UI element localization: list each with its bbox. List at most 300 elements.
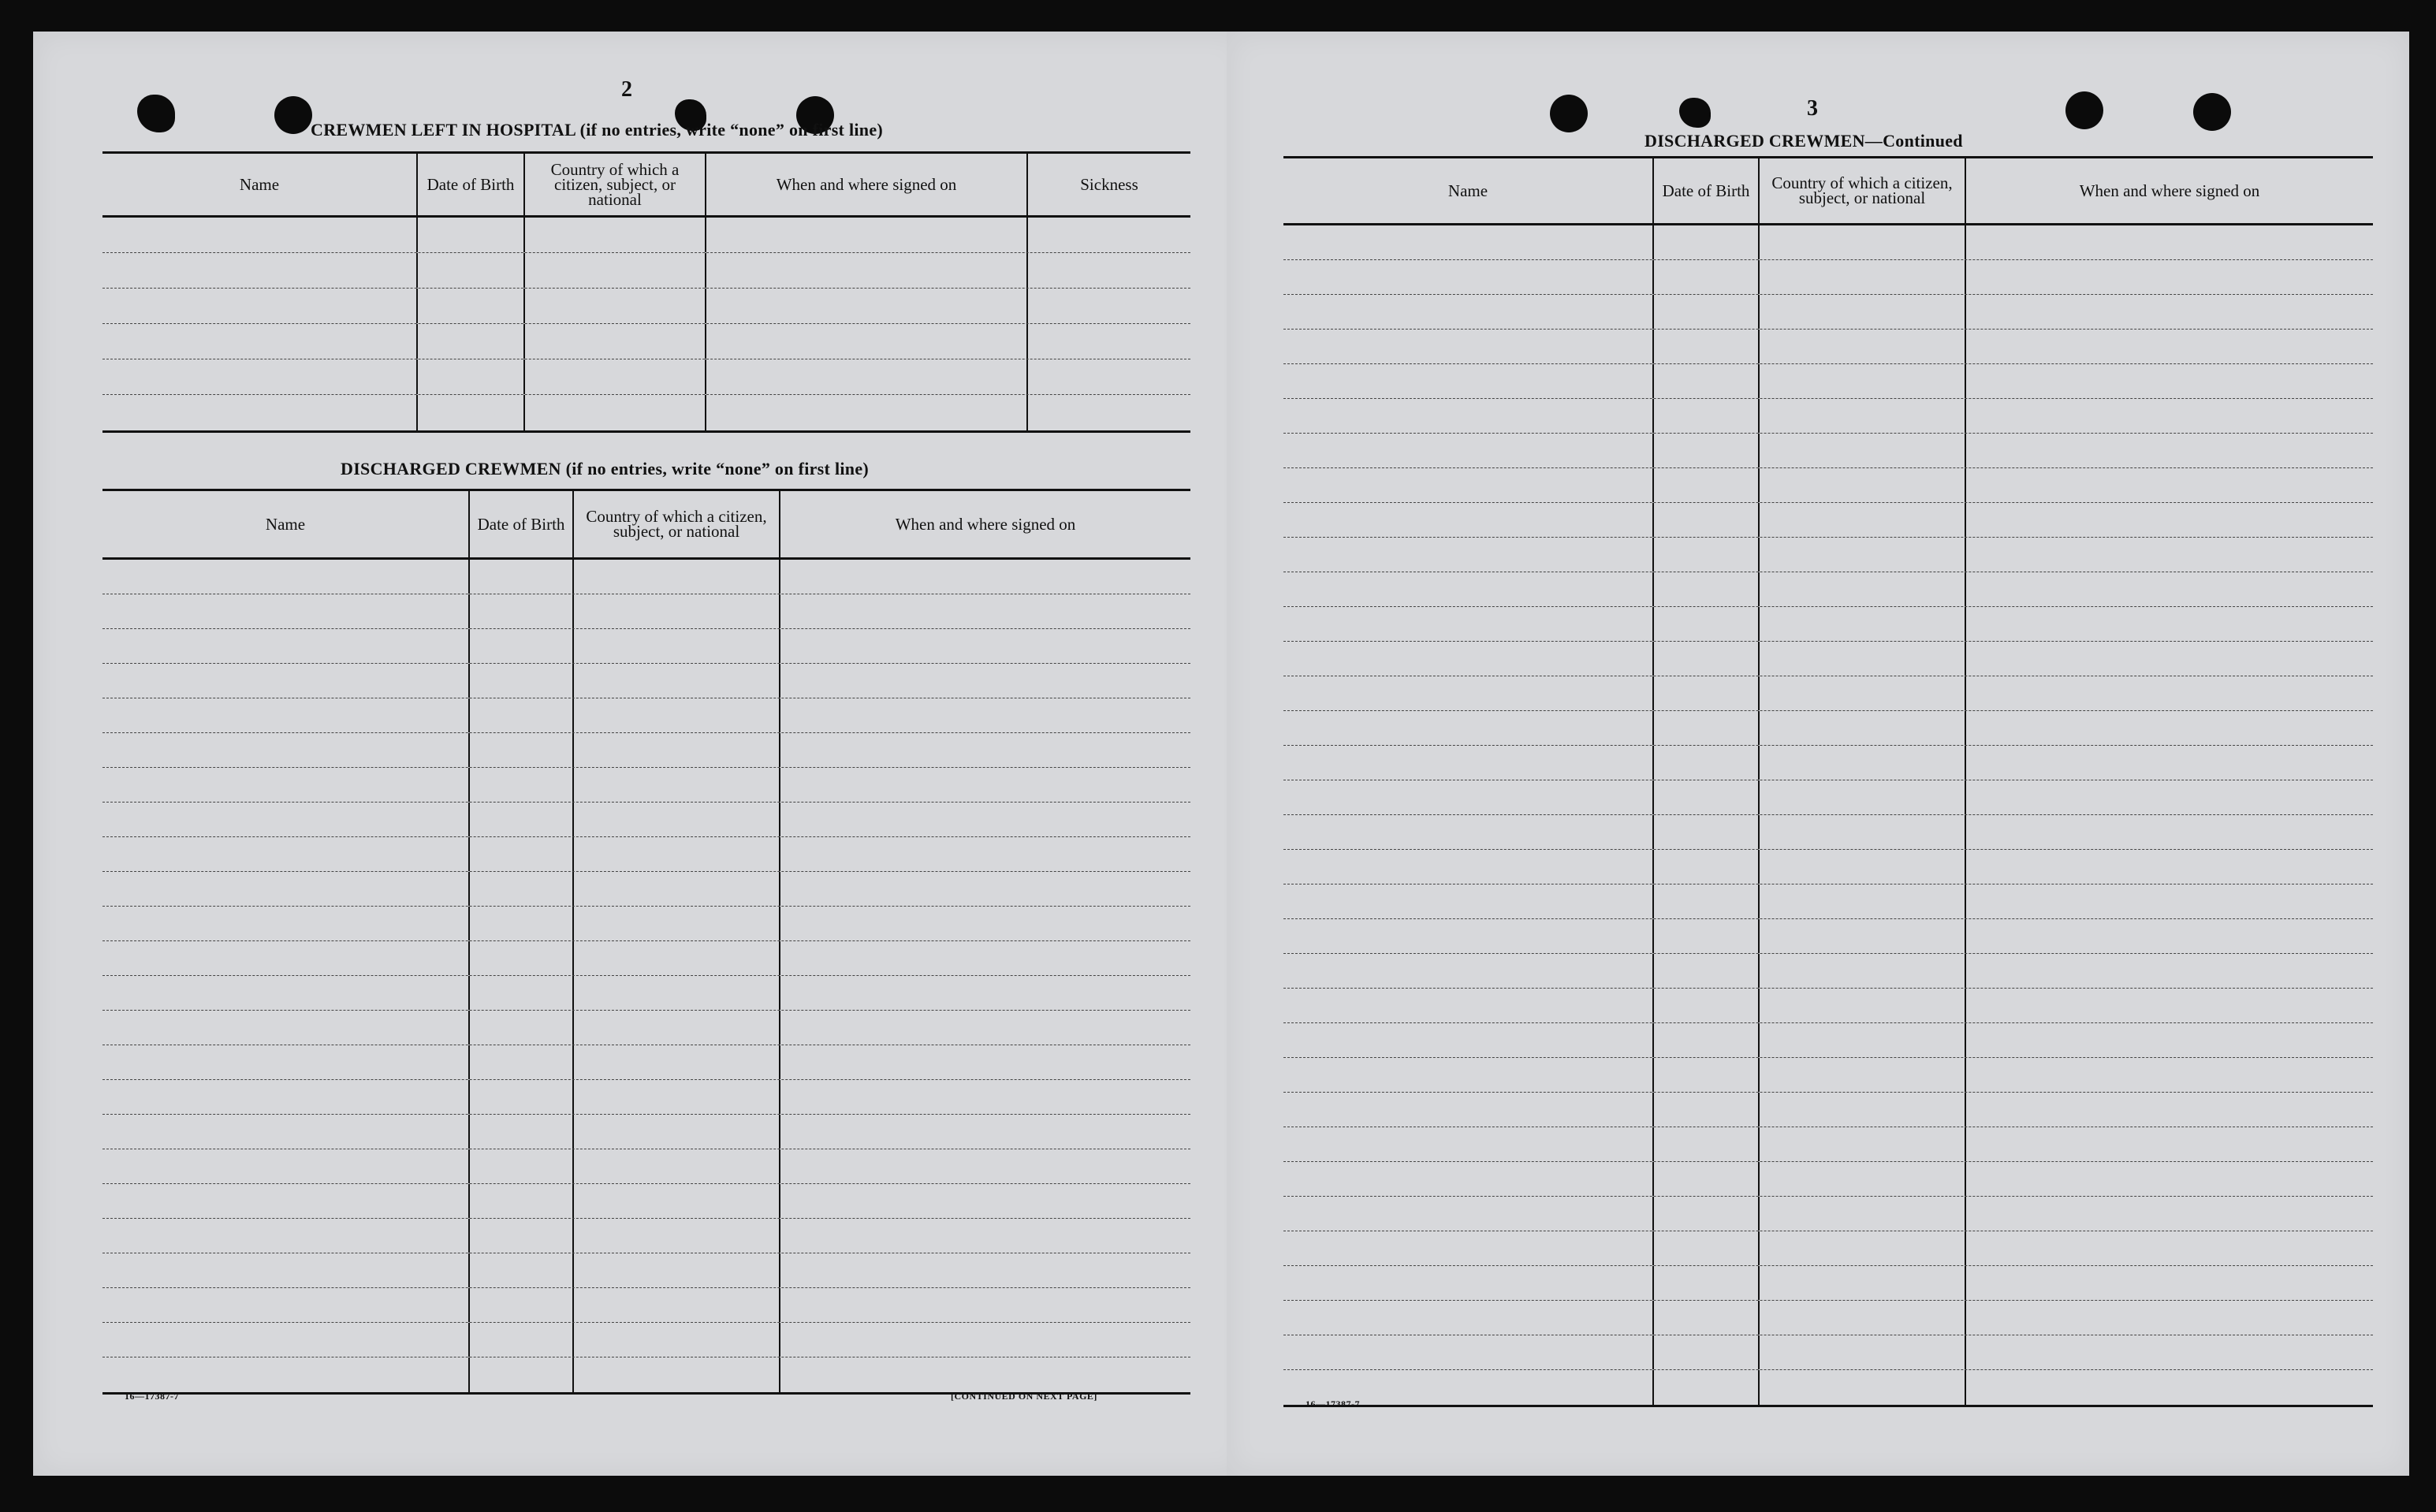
column-header-sickness: Sickness	[1080, 174, 1138, 194]
table-cell	[470, 1184, 574, 1218]
table-cell	[780, 733, 1190, 767]
table-cell	[1966, 538, 2373, 572]
table-cell	[1654, 295, 1760, 329]
table-cell	[470, 1011, 574, 1045]
punch-hole	[137, 95, 175, 132]
table-cell	[102, 976, 470, 1010]
table-cell	[1654, 1301, 1760, 1335]
table-row	[102, 1149, 1190, 1184]
table-cell	[706, 395, 1028, 430]
column-header-signed-on: When and where signed on	[895, 514, 1076, 534]
table-row	[102, 664, 1190, 698]
table-cell	[1028, 359, 1190, 394]
table-cell	[780, 1184, 1190, 1218]
table-cell	[1760, 1231, 1966, 1265]
table-cell	[470, 560, 574, 594]
table-cell	[1283, 1197, 1654, 1231]
table-cell	[1654, 815, 1760, 849]
table-cell	[102, 218, 418, 252]
column-header-date-of-birth: Date of Birth	[418, 154, 525, 215]
table-row	[102, 1253, 1190, 1288]
table-cell	[1966, 1127, 2373, 1161]
table-cell	[574, 1184, 780, 1218]
table-cell	[780, 629, 1190, 663]
table-cell	[1654, 1058, 1760, 1092]
table-cell	[1966, 607, 2373, 641]
table-cell	[574, 837, 780, 871]
table-cell	[1966, 850, 2373, 884]
column-header-signed-on: When and where signed on	[2079, 181, 2260, 200]
table-cell	[1283, 746, 1654, 780]
table-cell	[102, 907, 470, 940]
table-cell	[470, 837, 574, 871]
table-cell	[780, 1080, 1190, 1114]
table-cell	[470, 803, 574, 836]
table-cell	[470, 1149, 574, 1183]
table-row	[1283, 1197, 2373, 1231]
table-row	[102, 733, 1190, 768]
table-cell	[102, 560, 470, 594]
table-cell	[1966, 1058, 2373, 1092]
table-row	[1283, 1127, 2373, 1162]
punch-hole	[1550, 95, 1588, 132]
table-cell	[470, 976, 574, 1010]
table-cell	[418, 324, 525, 359]
table-cell	[470, 768, 574, 802]
right-page	[1227, 32, 2409, 1476]
table-row	[102, 629, 1190, 664]
table-cell	[1760, 676, 1966, 710]
table-cell	[780, 664, 1190, 698]
table-row	[1283, 711, 2373, 746]
table-cell	[1966, 572, 2373, 606]
table-cell	[574, 629, 780, 663]
table-cell	[470, 594, 574, 628]
table-row	[1283, 884, 2373, 919]
table-cell	[574, 907, 780, 940]
table-cell	[1283, 1301, 1654, 1335]
table-cell	[1283, 884, 1654, 918]
table-cell	[1283, 815, 1654, 849]
table-cell	[780, 803, 1190, 836]
table-cell	[102, 803, 470, 836]
table-cell	[1654, 711, 1760, 745]
table-cell	[1283, 642, 1654, 676]
table-cell	[1760, 330, 1966, 363]
table-cell	[525, 395, 706, 430]
table-cell	[1966, 1093, 2373, 1127]
table-row	[102, 1288, 1190, 1323]
table-cell	[1966, 989, 2373, 1022]
table-cell	[574, 803, 780, 836]
table-cell	[1283, 1231, 1654, 1265]
table-row	[1283, 815, 2373, 850]
table-cell	[1760, 919, 1966, 953]
table-cell	[574, 941, 780, 975]
table-row	[102, 253, 1190, 289]
table-cell	[1760, 815, 1966, 849]
form-number: 16—17387-7	[1306, 1398, 1360, 1410]
table-row	[1283, 1231, 2373, 1266]
table-cell	[1966, 1023, 2373, 1057]
table-row	[1283, 295, 2373, 330]
table-cell	[1028, 395, 1190, 430]
table-cell	[1283, 364, 1654, 398]
table-cell	[1966, 919, 2373, 953]
table-row	[1283, 607, 2373, 642]
table-cell	[780, 1115, 1190, 1149]
table-cell	[1760, 607, 1966, 641]
table-cell	[418, 253, 525, 288]
table-row	[1283, 538, 2373, 572]
table-cell	[780, 1323, 1190, 1357]
table-cell	[1283, 989, 1654, 1022]
table-row	[102, 1115, 1190, 1149]
table-cell	[1654, 1093, 1760, 1127]
table-cell	[1760, 1197, 1966, 1231]
table-cell	[1654, 260, 1760, 294]
table-cell	[102, 1115, 470, 1149]
table-cell	[1966, 1266, 2373, 1300]
table-cell	[780, 837, 1190, 871]
table-cell	[102, 1080, 470, 1114]
table-row	[1283, 642, 2373, 676]
discharged-table	[102, 489, 1190, 1395]
table-cell	[1654, 676, 1760, 710]
table-cell	[1654, 954, 1760, 988]
table-cell	[1283, 572, 1654, 606]
table-cell	[780, 872, 1190, 906]
table-row	[1283, 468, 2373, 503]
table-cell	[574, 1323, 780, 1357]
table-cell	[1760, 434, 1966, 467]
table-cell	[102, 1253, 470, 1287]
table-cell	[1654, 1023, 1760, 1057]
table-row	[1283, 989, 2373, 1023]
discharged-table-body	[102, 560, 1190, 1392]
table-cell	[1760, 1127, 1966, 1161]
table-cell	[1760, 503, 1966, 537]
table-cell	[1654, 746, 1760, 780]
table-cell	[470, 941, 574, 975]
discharged-table-header	[102, 491, 1190, 560]
table-row	[1283, 676, 2373, 711]
table-cell	[470, 1045, 574, 1079]
table-cell	[470, 1323, 574, 1357]
table-cell	[1283, 919, 1654, 953]
form-number: 16—17387-7	[125, 1391, 179, 1402]
table-row	[102, 289, 1190, 324]
table-cell	[1760, 364, 1966, 398]
table-cell	[1760, 1162, 1966, 1196]
table-cell	[574, 1115, 780, 1149]
table-cell	[1654, 1162, 1760, 1196]
table-row	[102, 872, 1190, 907]
table-cell	[574, 872, 780, 906]
table-row	[1283, 399, 2373, 434]
table-cell	[1283, 330, 1654, 363]
table-row	[102, 698, 1190, 733]
table-cell	[1760, 746, 1966, 780]
table-cell	[1283, 850, 1654, 884]
table-cell	[780, 698, 1190, 732]
table-cell	[1966, 711, 2373, 745]
table-cell	[1966, 1370, 2373, 1405]
table-row	[1283, 260, 2373, 295]
discharged-continued-table	[1283, 156, 2373, 1407]
column-header-country: Country of which a citizen, subject, or national	[1760, 158, 1966, 223]
table-cell	[1966, 399, 2373, 433]
table-cell	[470, 1253, 574, 1287]
table-cell	[1654, 468, 1760, 502]
table-cell	[574, 1357, 780, 1392]
table-cell	[1760, 1093, 1966, 1127]
table-cell	[1966, 330, 2373, 363]
table-cell	[102, 395, 418, 430]
table-cell	[780, 1253, 1190, 1287]
table-cell	[574, 1045, 780, 1079]
table-cell	[706, 324, 1028, 359]
punch-hole	[1679, 98, 1711, 128]
table-row	[102, 803, 1190, 837]
table-cell	[1760, 1335, 1966, 1369]
table-cell	[1654, 225, 1760, 259]
table-row	[102, 1011, 1190, 1045]
table-cell	[780, 976, 1190, 1010]
table-cell	[470, 629, 574, 663]
table-cell	[780, 1288, 1190, 1322]
table-cell	[1966, 1197, 2373, 1231]
table-cell	[1283, 1093, 1654, 1127]
table-cell	[1654, 884, 1760, 918]
table-cell	[574, 1149, 780, 1183]
table-cell	[470, 1357, 574, 1392]
column-header-name: Name	[1283, 158, 1654, 223]
table-row	[102, 837, 1190, 872]
table-cell	[102, 1288, 470, 1322]
table-cell	[1283, 1162, 1654, 1196]
table-cell	[1283, 399, 1654, 433]
table-cell	[1760, 538, 1966, 572]
table-cell	[1966, 1301, 2373, 1335]
table-cell	[1283, 676, 1654, 710]
table-cell	[1966, 815, 2373, 849]
table-cell	[470, 733, 574, 767]
hospital-table-body	[102, 218, 1190, 430]
table-cell	[1654, 1231, 1760, 1265]
page-number: 3	[1807, 96, 1818, 121]
table-cell	[1283, 225, 1654, 259]
table-cell	[418, 289, 525, 323]
table-cell	[1654, 364, 1760, 398]
table-cell	[1760, 572, 1966, 606]
table-cell	[1654, 607, 1760, 641]
table-cell	[1966, 1231, 2373, 1265]
table-cell	[102, 733, 470, 767]
table-row	[102, 359, 1190, 395]
table-cell	[1966, 364, 2373, 398]
table-cell	[1654, 989, 1760, 1022]
table-cell	[1760, 642, 1966, 676]
table-cell	[470, 872, 574, 906]
table-cell	[1760, 1301, 1966, 1335]
table-cell	[102, 1011, 470, 1045]
table-cell	[1283, 711, 1654, 745]
table-cell	[102, 1323, 470, 1357]
table-row	[102, 1080, 1190, 1115]
table-row	[102, 324, 1190, 359]
table-row	[102, 976, 1190, 1011]
table-cell	[780, 560, 1190, 594]
table-cell	[525, 253, 706, 288]
table-row	[1283, 364, 2373, 399]
table-cell	[574, 664, 780, 698]
table-row	[1283, 225, 2373, 260]
table-cell	[1654, 780, 1760, 814]
table-cell	[574, 1288, 780, 1322]
table-row	[1283, 954, 2373, 989]
table-cell	[525, 359, 706, 394]
punch-hole	[274, 96, 312, 134]
continued-note: [CONTINUED ON NEXT PAGE]	[951, 1391, 1097, 1402]
discharged-continued-table-body	[1283, 225, 2373, 1405]
table-cell	[1966, 434, 2373, 467]
table-row	[1283, 434, 2373, 468]
table-cell	[1028, 253, 1190, 288]
table-cell	[418, 218, 525, 252]
table-cell	[1654, 1197, 1760, 1231]
table-cell	[780, 1045, 1190, 1079]
table-cell	[418, 395, 525, 430]
table-cell	[470, 664, 574, 698]
table-row	[1283, 919, 2373, 954]
table-cell	[102, 324, 418, 359]
table-row	[102, 395, 1190, 430]
discharged-continued-title: DISCHARGED CREWMEN—Continued	[1644, 131, 1963, 151]
table-cell	[780, 1149, 1190, 1183]
table-row	[102, 907, 1190, 941]
table-cell	[102, 289, 418, 323]
table-cell	[1760, 780, 1966, 814]
table-row	[1283, 780, 2373, 815]
table-cell	[102, 1219, 470, 1253]
punch-hole	[2065, 91, 2103, 129]
table-cell	[470, 907, 574, 940]
table-cell	[1966, 780, 2373, 814]
table-row	[102, 560, 1190, 594]
table-row	[102, 768, 1190, 803]
table-cell	[1654, 850, 1760, 884]
table-cell	[1283, 954, 1654, 988]
table-cell	[1654, 503, 1760, 537]
table-cell	[525, 324, 706, 359]
table-row	[102, 1184, 1190, 1219]
table-cell	[102, 837, 470, 871]
table-cell	[574, 698, 780, 732]
table-row	[102, 941, 1190, 976]
table-cell	[1966, 295, 2373, 329]
table-cell	[418, 359, 525, 394]
table-row	[1283, 1370, 2373, 1405]
table-cell	[780, 1357, 1190, 1392]
table-cell	[1654, 1370, 1760, 1405]
table-cell	[574, 560, 780, 594]
table-row	[102, 1219, 1190, 1253]
table-cell	[1966, 954, 2373, 988]
table-cell	[1283, 538, 1654, 572]
table-row	[1283, 1266, 2373, 1301]
table-cell	[470, 1115, 574, 1149]
table-cell	[102, 1184, 470, 1218]
table-cell	[102, 1357, 470, 1392]
table-cell	[1654, 330, 1760, 363]
column-header-signed-on: When and where signed on	[706, 154, 1028, 215]
table-cell	[102, 1149, 470, 1183]
table-cell	[780, 907, 1190, 940]
table-cell	[1760, 711, 1966, 745]
table-cell	[574, 1219, 780, 1253]
table-cell	[574, 768, 780, 802]
page-number: 2	[621, 77, 632, 102]
table-cell	[780, 594, 1190, 628]
table-cell	[1966, 503, 2373, 537]
table-cell	[1283, 1023, 1654, 1057]
table-row	[102, 594, 1190, 629]
column-header-date-of-birth: Date of Birth	[470, 491, 574, 557]
hospital-table-header	[102, 154, 1190, 218]
table-cell	[780, 941, 1190, 975]
column-header-country: Country of which a citizen, subject, or national	[525, 154, 706, 215]
table-cell	[574, 1011, 780, 1045]
table-cell	[706, 289, 1028, 323]
table-cell	[102, 359, 418, 394]
table-cell	[1966, 260, 2373, 294]
table-row	[1283, 746, 2373, 780]
table-cell	[1760, 399, 1966, 433]
table-cell	[525, 289, 706, 323]
hospital-table	[102, 151, 1190, 433]
table-cell	[1283, 260, 1654, 294]
table-cell	[102, 253, 418, 288]
table-cell	[1028, 289, 1190, 323]
table-cell	[1283, 780, 1654, 814]
table-cell	[102, 664, 470, 698]
table-cell	[780, 768, 1190, 802]
table-cell	[1760, 260, 1966, 294]
table-cell	[1654, 434, 1760, 467]
table-row	[1283, 1335, 2373, 1370]
table-cell	[1966, 1162, 2373, 1196]
table-cell	[1654, 642, 1760, 676]
table-cell	[574, 976, 780, 1010]
table-cell	[1283, 1058, 1654, 1092]
discharged-continued-table-header	[1283, 158, 2373, 225]
table-row	[102, 1323, 1190, 1357]
table-row	[102, 1045, 1190, 1080]
hospital-section-title: CREWMEN LEFT IN HOSPITAL (if no entries, write “none” on first line)	[311, 120, 884, 140]
column-header-date-of-birth: Date of Birth	[1654, 158, 1760, 223]
table-cell	[1760, 884, 1966, 918]
table-cell	[1028, 324, 1190, 359]
table-cell	[525, 218, 706, 252]
table-row	[1283, 330, 2373, 364]
table-cell	[1760, 1266, 1966, 1300]
table-cell	[102, 872, 470, 906]
table-cell	[1760, 468, 1966, 502]
table-cell	[1283, 503, 1654, 537]
punch-hole	[2193, 93, 2231, 131]
table-cell	[1283, 468, 1654, 502]
